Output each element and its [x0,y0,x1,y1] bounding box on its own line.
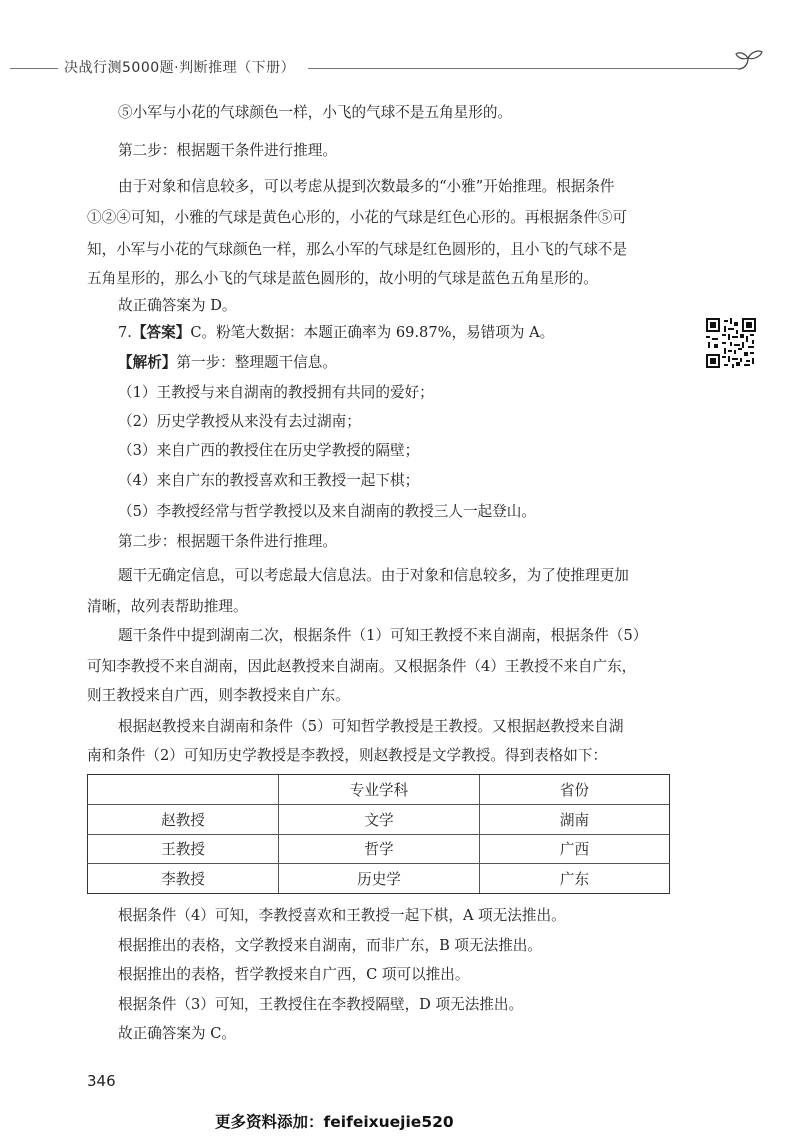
analysis-tag: 【解析】 [118,354,177,371]
text-line: 题干条件中提到湖南二次，根据条件（1）可知王教授不来自湖南，根据条件（5） [118,627,648,644]
answer-text: C。粉笔大数据：本题正确率为 69.87%，易错项为 A。 [190,324,555,341]
conclusion-line: 根据条件（4）可知，李教授喜欢和王教授一起下棋，A 项无法推出。 [118,907,566,924]
text-line: 知，小军与小花的气球颜色一样，那么小军的气球是红色圆形的，且小飞的气球不是 [87,241,627,258]
qr-code-icon [706,318,756,368]
condition-item: （4）来自广东的教授喜欢和王教授一起下棋； [118,472,420,489]
step-heading: 第二步：根据题干条件进行推理。 [118,142,337,159]
footer-contact: 更多资料添加：feifeixuejie520 [215,1113,454,1131]
text-line: 南和条件（2）可知历史学教授是李教授，则赵教授是文学教授。得到表格如下： [87,747,608,764]
result-table [87,774,670,894]
conclusion-line: 根据推出的表格，文学教授来自湖南，而非广东，B 项无法推出。 [118,937,542,954]
header-rule-left [10,68,58,69]
question-number: 7. [118,324,132,341]
text-line: 由于对象和信息较多，可以考虑从提到次数最多的“小雅”开始推理。根据条件 [118,178,615,195]
conclusion-line: 根据推出的表格，哲学教授来自广西，C 项可以推出。 [118,966,470,983]
answer-line: 故正确答案为 D。 [118,297,237,314]
book-title: 决战行测5000题·判断推理（下册） [64,60,296,76]
table-cell: 李教授 [88,864,279,894]
text-line: 题干无确定信息，可以考虑最大信息法。由于对象和信息较多，为了使推理更加 [118,567,629,584]
question-7-answer [118,323,554,343]
table-cell: 广西 [480,834,670,864]
page-number: 346 [87,1072,116,1090]
running-header [0,48,800,88]
table-header-cell [88,775,279,805]
table-cell: 历史学 [279,864,480,894]
condition-item: （3）来自广西的教授住在历史学教授的隔壁； [118,442,420,459]
conclusion-line: 根据条件（3）可知，王教授住在李教授隔壁，D 项无法推出。 [118,996,524,1013]
sprout-icon [734,48,764,82]
table-cell: 哲学 [279,834,480,864]
text-line: 可知李教授不来自湖南，因此赵教授来自湖南。又根据条件（4）王教授不来自广东， [87,658,637,675]
text-line: ①②④可知，小雅的气球是黄色心形的，小花的气球是红色心形的。再根据条件⑤可 [87,209,627,226]
condition-item: （2）历史学教授从来没有去过湖南； [118,413,361,430]
answer-tag: 【答案】 [131,324,191,341]
text-line: 根据赵教授来自湖南和条件（5）可知哲学教授是王教授。又根据赵教授来自湖 [118,718,624,735]
answer-line: 故正确答案为 C。 [118,1025,236,1042]
text-line: 则王教授来自广西，则李教授来自广东。 [87,687,350,704]
table-row [88,864,670,894]
table-header-cell: 省份 [480,775,670,805]
analysis-heading [118,353,337,373]
text-line: 五角星形的，那么小飞的气球是蓝色圆形的，故小明的气球是蓝色五角星形的。 [87,270,598,287]
text-line: ⑤小军与小花的气球颜色一样，小飞的气球不是五角星形的。 [118,104,513,121]
condition-item: （5）李教授经常与哲学教授以及来自湖南的教授三人一起登山。 [118,503,536,520]
table-row [88,804,670,834]
condition-item: （1）王教授与来自湖南的教授拥有共同的爱好； [118,384,434,401]
table-cell: 广东 [480,864,670,894]
table-cell: 湖南 [480,804,670,834]
step-heading: 第二步：根据题干条件进行推理。 [118,533,337,550]
table-row [88,834,670,864]
table-cell: 赵教授 [88,804,279,834]
table-header-row [88,775,670,805]
table-header-cell: 专业学科 [279,775,480,805]
table-cell: 文学 [279,804,480,834]
table-cell: 王教授 [88,834,279,864]
header-rule-right [308,68,738,69]
text-line: 清晰，故列表帮助推理。 [87,598,248,615]
analysis-step: 第一步：整理题干信息。 [176,354,337,371]
